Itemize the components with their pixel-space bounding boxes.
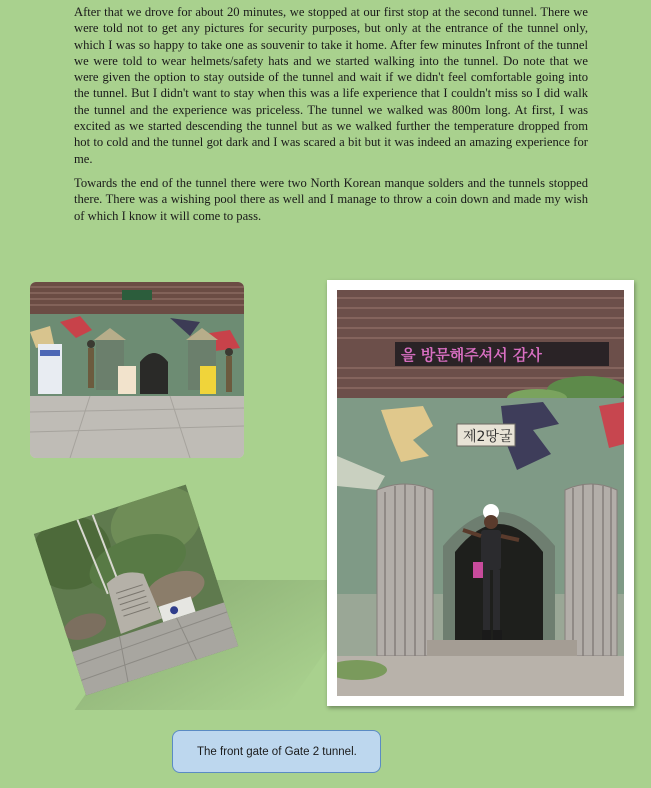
- paragraph-1: After that we drove for about 20 minutes, we stopped at our first stop at the second tunnel. There we were told not to get any pictures for security purposes, but only at the entrance of the tunnel only, which I was so happy to take one as souvenir to take it home. After few minutes Infront of the tunnel we were told to wear helmets/safety hats and we started walking into the tunnel. Do note that we were given the option to stay outside of the tunnel and wait if we didn't feel comfortable going into the tunnel. But I didn't want to stay when this was a life experience that I couldn't miss so I did walk the tunnel and the experience was priceless. The tunnel we walked was 800m long. At first, I was excited as we started descending the tunnel but as we walked further the temperature dropped from hot to cold and the tunnel got dark and I was scared a bit but it was indeed an amazing experience for me.: [74, 5, 588, 166]
- photo-caption: [172, 730, 381, 773]
- tunnel-entrance-photo: [30, 282, 244, 458]
- gate-2-tunnel-photo: [337, 290, 624, 696]
- article-text: [74, 4, 588, 232]
- paragraph-2: Towards the end of the tunnel there were two North Korean manque solders and the tunnels stopped there. There was a wishing pool there as well and I manage to throw a coin down and made my wish of which I know it will come to pass.: [74, 175, 588, 223]
- caption-text: The front gate of Gate 2 tunnel.: [197, 745, 357, 758]
- gate-sign-text: 제2땅굴: [463, 429, 513, 445]
- main-photo-frame: [327, 280, 634, 706]
- welcome-banner-text: 을 방문해주셔서 감사: [401, 346, 542, 364]
